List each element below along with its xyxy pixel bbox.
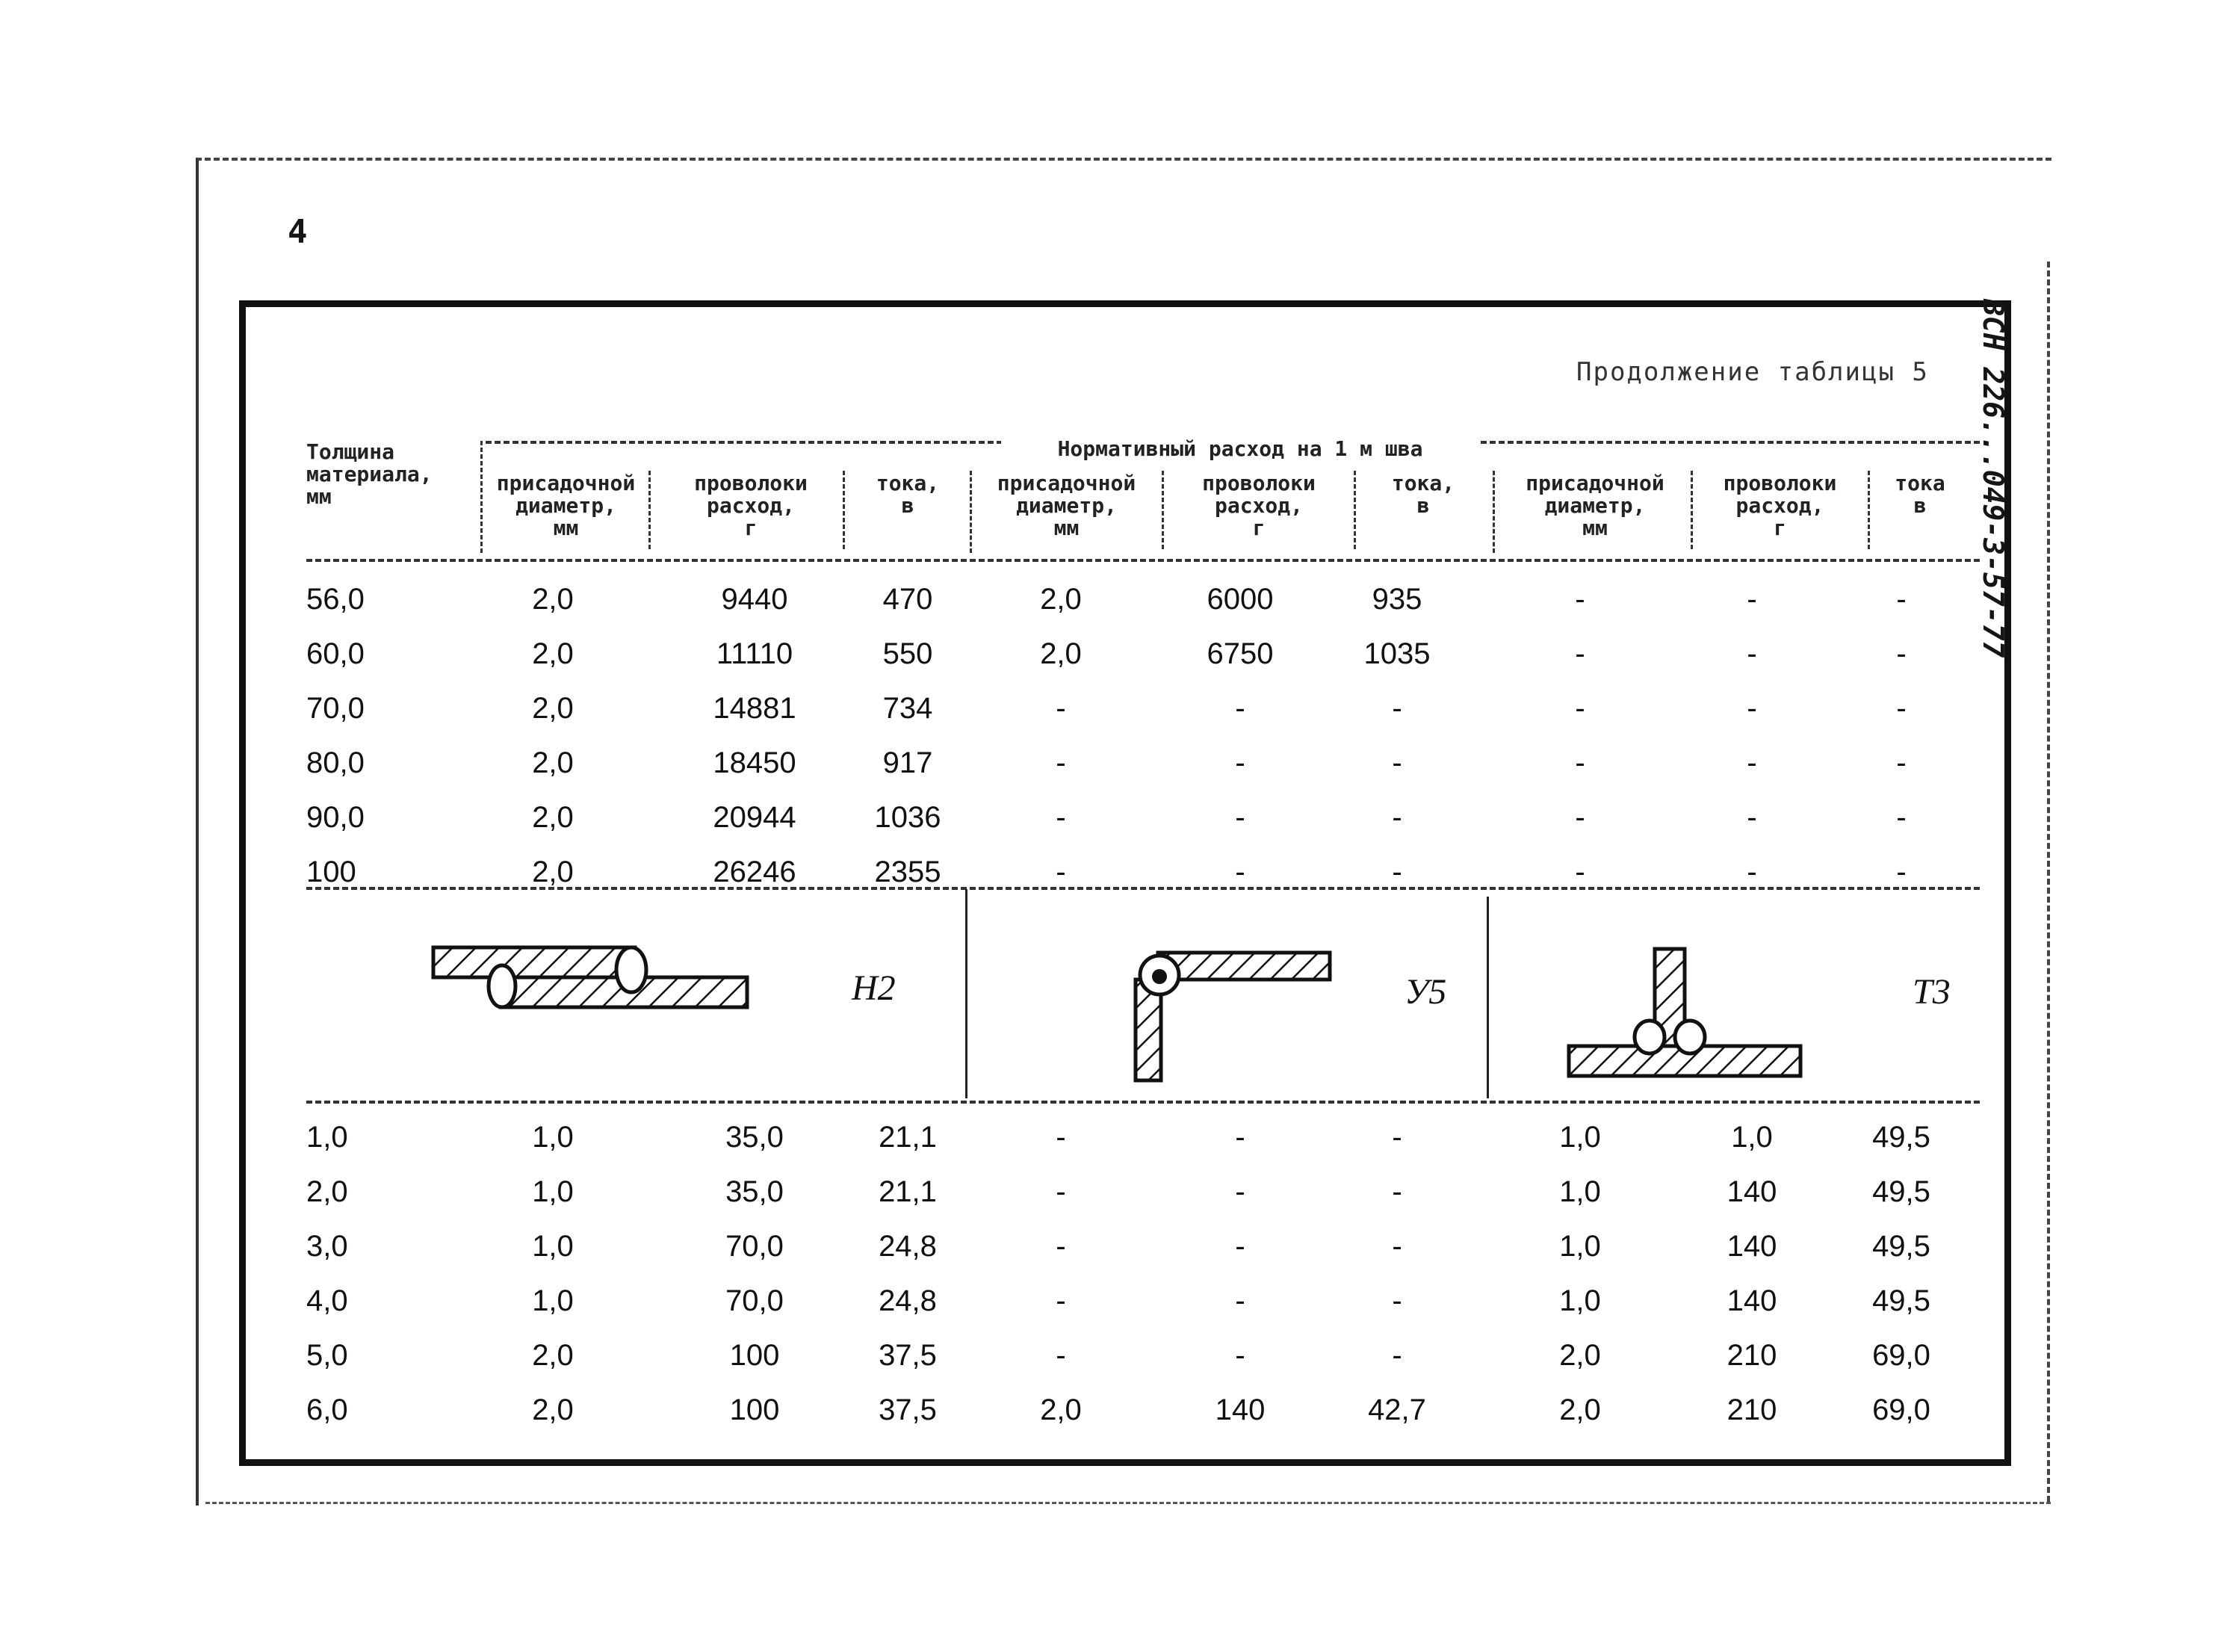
cell-g3-time: - [1896, 746, 1907, 779]
cell-g2-mass: - [1235, 746, 1245, 779]
header-g2-mass: проволоки расход, г [1202, 471, 1316, 540]
cell-g2-time: - [1392, 856, 1402, 888]
cell-g2-time: - [1392, 746, 1402, 779]
cell-g3-time: 49,5 [1872, 1121, 1930, 1154]
cell-thickness: 70,0 [306, 692, 365, 725]
cell-g3-mass: 140 [1727, 1284, 1777, 1317]
cell-thickness: 4,0 [306, 1284, 348, 1317]
cell-thickness: 60,0 [306, 637, 365, 670]
cell-g1-diam: 2,0 [532, 746, 574, 779]
cell-g2-time: - [1392, 1339, 1402, 1372]
cell-g1-diam: 1,0 [532, 1284, 574, 1317]
header-g3-diam: присадочной диаметр, мм [1526, 471, 1664, 540]
cell-g1-diam: 2,0 [532, 856, 574, 888]
cell-g1-time: 734 [882, 692, 933, 725]
cell-g3-mass: 210 [1727, 1393, 1777, 1426]
cell-g2-time: - [1392, 1230, 1402, 1263]
cell-g3-time: 69,0 [1872, 1339, 1930, 1372]
cell-g3-mass: - [1747, 692, 1757, 725]
cell-g3-mass: 210 [1727, 1339, 1777, 1372]
header-group-title: Нормативный расход на 1 м шва [1001, 438, 1479, 460]
cell-g2-mass: - [1235, 1121, 1245, 1154]
cell-g2-time: 42,7 [1368, 1393, 1426, 1426]
cell-g3-diam: 2,0 [1559, 1393, 1601, 1426]
cell-g3-mass: - [1747, 801, 1757, 834]
table-title: Продолжение таблицы 5 [1576, 357, 1929, 387]
cell-g3-time: - [1896, 801, 1907, 834]
cell-g1-time: 21,1 [879, 1175, 937, 1208]
cell-g3-diam: 1,0 [1559, 1230, 1601, 1263]
cell-g3-time: - [1896, 692, 1907, 725]
joint-label-t3: Т3 [1913, 972, 1951, 1012]
cell-g3-mass: 140 [1727, 1175, 1777, 1208]
joint-sketch-lap [418, 934, 762, 1024]
joint-label-u5: У5 [1405, 972, 1447, 1012]
sketch-divider [965, 889, 967, 1098]
cell-g2-mass: 140 [1215, 1393, 1266, 1426]
cell-g2-time: - [1392, 1121, 1402, 1154]
cell-g2-diam: 2,0 [1040, 637, 1082, 670]
cell-g1-diam: 1,0 [532, 1175, 574, 1208]
doc-code [1977, 299, 2010, 658]
outer-border-right [2047, 262, 2050, 1502]
cell-g1-time: 470 [882, 583, 933, 616]
header-sep [1868, 471, 1870, 549]
header-sep [1691, 471, 1693, 549]
cell-g2-diam: - [1056, 1121, 1066, 1154]
cell-thickness: 1,0 [306, 1121, 348, 1154]
outer-border-bottom [205, 1502, 2051, 1504]
cell-g1-time: 2355 [874, 856, 941, 888]
header-sep [1354, 471, 1356, 549]
section-rule [306, 887, 1980, 890]
cell-thickness: 90,0 [306, 801, 365, 834]
cell-g2-diam: 2,0 [1040, 1393, 1082, 1426]
cell-g1-mass: 18450 [713, 746, 796, 779]
cell-g1-time: 37,5 [879, 1393, 937, 1426]
cell-g2-mass: - [1235, 692, 1245, 725]
header-sep [1493, 471, 1495, 553]
cell-g2-diam: - [1056, 1175, 1066, 1208]
cell-g2-diam: - [1056, 1339, 1066, 1372]
cell-g2-diam: - [1056, 1230, 1066, 1263]
cell-g2-mass: - [1235, 1175, 1245, 1208]
cell-g2-diam: - [1056, 1284, 1066, 1317]
cell-g2-diam: - [1056, 746, 1066, 779]
cell-g3-time: 49,5 [1872, 1175, 1930, 1208]
cell-g3-mass: - [1747, 637, 1757, 670]
cell-g2-diam: - [1056, 856, 1066, 888]
cell-g2-time: - [1392, 801, 1402, 834]
cell-g3-mass: 140 [1727, 1230, 1777, 1263]
cell-thickness: 80,0 [306, 746, 365, 779]
cell-g1-diam: 1,0 [532, 1230, 574, 1263]
header-bottom-rule [306, 559, 1980, 562]
cell-g2-mass: 6000 [1207, 583, 1274, 616]
cell-g1-diam: 2,0 [532, 692, 574, 725]
sketch-divider [1487, 897, 1489, 1098]
header-sep [843, 471, 845, 549]
cell-g1-mass: 35,0 [725, 1175, 784, 1208]
cell-g3-time: 49,5 [1872, 1230, 1930, 1263]
header-g1-diam: присадочной диаметр, мм [496, 471, 636, 540]
cell-thickness: 100 [306, 856, 356, 888]
cell-g3-time: - [1896, 856, 1907, 888]
cell-thickness: 56,0 [306, 583, 365, 616]
cell-g3-mass: - [1747, 583, 1757, 616]
cell-g1-time: 24,8 [879, 1284, 937, 1317]
cell-g2-time: - [1392, 1284, 1402, 1317]
cell-g1-diam: 2,0 [532, 1393, 574, 1426]
cell-g1-mass: 35,0 [725, 1121, 784, 1154]
header-sep [1162, 471, 1164, 549]
cell-g3-diam: - [1575, 637, 1585, 670]
cell-g2-mass: - [1235, 1230, 1245, 1263]
joint-sketch-corner [1121, 938, 1345, 1087]
cell-thickness: 6,0 [306, 1393, 348, 1426]
page-mark: 4 [288, 213, 308, 251]
cell-g1-mass: 100 [729, 1339, 780, 1372]
header-g3-time: тока в [1895, 471, 1945, 518]
cell-g3-mass: - [1747, 746, 1757, 779]
cell-g1-diam: 2,0 [532, 637, 574, 670]
cell-g2-mass: 6750 [1207, 637, 1274, 670]
cell-thickness: 3,0 [306, 1230, 348, 1263]
cell-g1-time: 37,5 [879, 1339, 937, 1372]
header-g1-time: тока, в [876, 471, 940, 518]
cell-g2-time: - [1392, 692, 1402, 725]
cell-g1-mass: 26246 [713, 856, 796, 888]
cell-thickness: 2,0 [306, 1175, 348, 1208]
header-g2-diam: присадочной диаметр, мм [997, 471, 1136, 540]
cell-g1-mass: 70,0 [725, 1284, 784, 1317]
cell-g3-mass: 1,0 [1731, 1121, 1773, 1154]
cell-g2-diam: - [1056, 801, 1066, 834]
cell-g1-mass: 11110 [716, 637, 793, 670]
cell-g3-diam: - [1575, 583, 1585, 616]
cell-g1-diam: 2,0 [532, 801, 574, 834]
cell-g3-diam: - [1575, 801, 1585, 834]
cell-g2-diam: - [1056, 692, 1066, 725]
cell-g3-time: 49,5 [1872, 1284, 1930, 1317]
cell-g1-time: 550 [882, 637, 933, 670]
header-sep [970, 471, 972, 553]
cell-g1-time: 1036 [874, 801, 941, 834]
cell-g1-mass: 20944 [713, 801, 796, 834]
joint-label-n2: Н2 [852, 968, 896, 1008]
cell-g3-time: 69,0 [1872, 1393, 1930, 1426]
cell-thickness: 5,0 [306, 1339, 348, 1372]
header-sep [480, 441, 483, 553]
cell-g2-mass: - [1235, 1339, 1245, 1372]
cell-g3-diam: 1,0 [1559, 1175, 1601, 1208]
cell-g2-diam: 2,0 [1040, 583, 1082, 616]
cell-g1-diam: 2,0 [532, 1339, 574, 1372]
cell-g2-mass: - [1235, 856, 1245, 888]
cell-g3-diam: - [1575, 746, 1585, 779]
cell-g3-mass: - [1747, 856, 1757, 888]
cell-g3-diam: 1,0 [1559, 1284, 1601, 1317]
cell-g1-mass: 70,0 [725, 1230, 784, 1263]
cell-g3-time: - [1896, 583, 1907, 616]
cell-g1-mass: 100 [729, 1393, 780, 1426]
cell-g3-diam: 2,0 [1559, 1339, 1601, 1372]
header-thickness: Толщина материала, мм [306, 439, 433, 509]
cell-g2-time: 1035 [1363, 637, 1431, 670]
cell-g1-time: 21,1 [879, 1121, 937, 1154]
cell-g1-time: 917 [882, 746, 933, 779]
cell-g3-diam: 1,0 [1559, 1121, 1601, 1154]
joint-sketch-tee [1554, 941, 1808, 1091]
section-rule [306, 1101, 1980, 1104]
cell-g2-time: 935 [1372, 583, 1422, 616]
doc-code-text: ВСН 226...049-3-57-77 [1977, 299, 2010, 658]
cell-g1-mass: 9440 [721, 583, 788, 616]
cell-g2-time: - [1392, 1175, 1402, 1208]
header-g3-mass: проволоки расход, г [1723, 471, 1837, 540]
header-g1-mass: проволоки расход, г [694, 471, 808, 540]
header-sep [648, 471, 651, 549]
header-g2-time: тока, в [1391, 471, 1455, 518]
cell-g1-time: 24,8 [879, 1230, 937, 1263]
cell-g3-diam: - [1575, 692, 1585, 725]
cell-g2-mass: - [1235, 1284, 1245, 1317]
cell-g1-mass: 14881 [713, 692, 796, 725]
cell-g3-time: - [1896, 637, 1907, 670]
cell-g1-diam: 2,0 [532, 583, 574, 616]
cell-g3-diam: - [1575, 856, 1585, 888]
cell-g1-diam: 1,0 [532, 1121, 574, 1154]
cell-g2-mass: - [1235, 801, 1245, 834]
